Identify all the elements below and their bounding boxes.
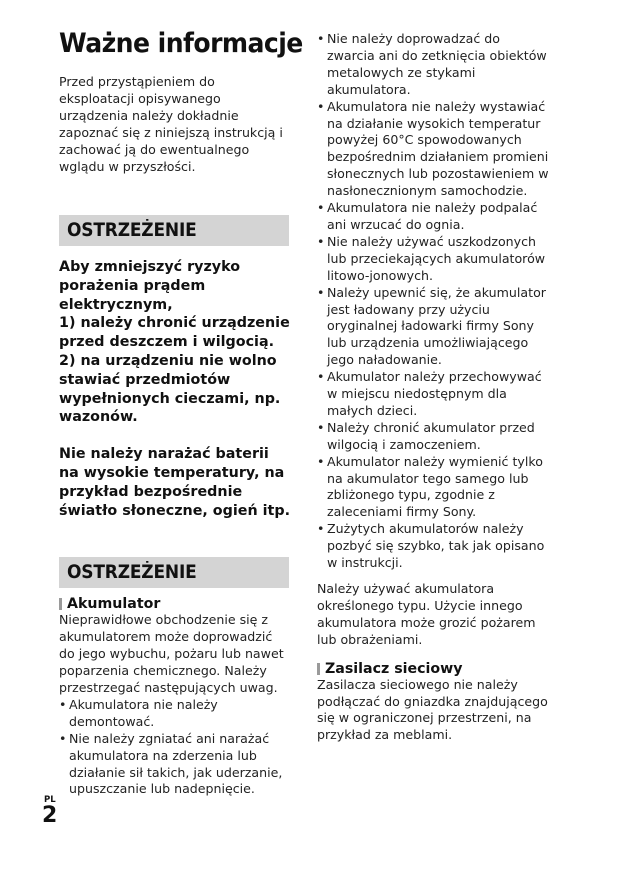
bullet-icon: • (317, 369, 325, 385)
battery-bullet-list-continued (317, 31, 549, 572)
warning-text-shock-line: Aby zmniejszyć ryzyko porażenia prądem elektrycznym, 1) należy chronić urządzenie przed deszczem i wilgocią. 2) na urządzeniu nie wolno stawiać przedmiotów wypełnionych cieczami, np. wazonów. (59, 259, 290, 426)
list-item: • Nie należy używać uszkodzonych lub przeciekających akumulatorów litowo-jonowych. (317, 233, 546, 283)
list-item: • Nie należy doprowadzać do zwarcia ani do zetknięcia obiektów metalowych ze stykami akumulatora. (317, 31, 547, 97)
bullet-icon: • (317, 98, 325, 114)
warning-banner (59, 557, 289, 588)
battery-heading-text: Akumulator (67, 596, 161, 613)
heading-bar-icon (59, 598, 62, 610)
bullet-icon: • (59, 696, 67, 712)
battery-type-note: Należy używać akumulatora określonego typu. Użycie innego akumulatora może grozić pożarem lub obrażeniami. (317, 581, 536, 647)
bullet-icon: • (317, 453, 325, 469)
list-item: • Nie należy zgniatać ani narażać akumulatora na zderzenia lub działanie sił takich, jak uderzanie, upuszczanie lub nadepnięcie. (59, 730, 283, 797)
intro-paragraph: Przed przystąpieniem do eksploatacji opisywanego urządzenia należy dokładnie zapoznać się z niniejszą instrukcją i zachować ją do ewentualnego wglądu w przyszłości. (59, 74, 283, 174)
bullet-icon: • (59, 730, 67, 746)
adapter-paragraph: Zasilacza sieciowego nie należy podłączać do gniazdka znajdującego się w ograniczonej przestrzeni, na przykład za meblami. (317, 676, 548, 743)
bullet-icon: • (317, 284, 325, 300)
page-title: Ważne informacje (59, 28, 303, 59)
warning-banner (59, 215, 289, 246)
page-number: 2 (42, 803, 58, 828)
right-column (317, 31, 549, 744)
battery-bullet-list (59, 697, 291, 798)
bullet-icon: • (317, 419, 325, 435)
list-item: • Należy chronić akumulator przed wilgocią i zamoczeniem. (317, 419, 535, 452)
heading-bar-icon (317, 663, 320, 675)
adapter-heading-text: Zasilacz sieciowy (325, 660, 463, 677)
page-language-code: PL (44, 795, 56, 805)
battery-heading (59, 596, 291, 612)
bullet-icon: • (317, 233, 325, 249)
warning-label: OSTRZEŻENIE (67, 220, 197, 241)
list-item: • Akumulatora nie należy podpalać ani wrzucać do ognia. (317, 200, 538, 232)
list-item: • Należy upewnić się, że akumulator jest ładowany przy użyciu oryginalnej ładowarki firmy Sony lub urządzenia umożliwiającego jego naładowanie. (317, 284, 546, 368)
list-item: • Akumulator należy wymienić tylko na akumulator tego samego lub zbliżonego typu, zgodnie z zaleceniami firmy Sony. (317, 453, 543, 520)
battery-paragraph: Nieprawidłowe obchodzenie się z akumulatorem może doprowadzić do jego wybuchu, pożaru lub nawet poparzenia chemicznego. Należy przestrzegać następujących uwag. (59, 612, 284, 695)
warning-text-battery-heat: Nie należy narażać baterii na wysokie temperatury, na przykład bezpośrednie światło słoneczne, ogień itp. (59, 446, 291, 519)
adapter-heading (317, 661, 549, 677)
left-column (59, 28, 303, 798)
bullet-icon: • (317, 200, 325, 216)
list-item: • Akumulatora nie należy demontować. (59, 696, 218, 729)
bullet-icon: • (317, 521, 325, 537)
warning-text-shock (59, 258, 291, 427)
warning-label: OSTRZEŻENIE (67, 562, 197, 584)
list-item: • Akumulatora nie należy wystawiać na działanie wysokich temperatur powyżej 60°C spowodowanych bezpośrednim działaniem promieni słonecznych lub pozostawieniem w nasłonecznionym samochodzie. (317, 98, 549, 199)
list-item: • Zużytych akumulatorów należy pozbyć się szybko, tak jak opisano w instrukcji. (317, 521, 545, 571)
list-item: • Akumulator należy przechowywać w miejscu niedostępnym dla małych dzieci. (317, 369, 542, 418)
bullet-icon: • (317, 31, 325, 46)
